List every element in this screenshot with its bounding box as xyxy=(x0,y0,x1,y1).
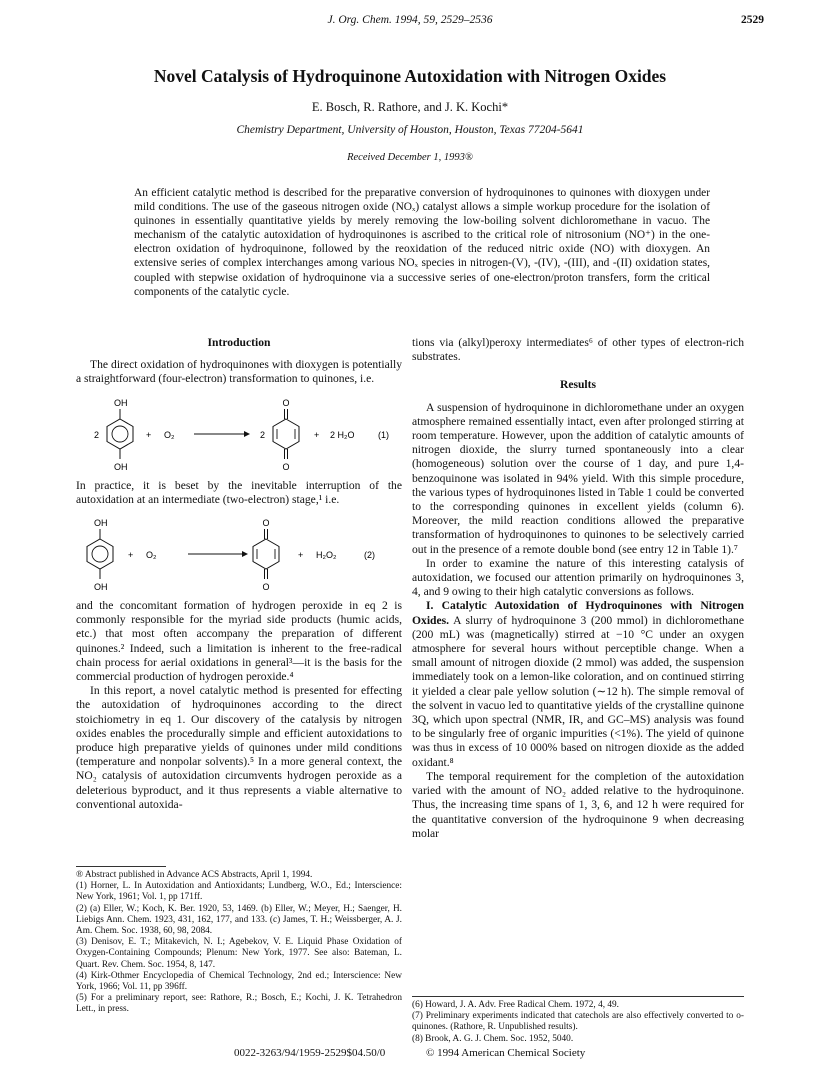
hydroquinone-structure xyxy=(107,398,133,472)
results-paragraph-2: In order to examine the nature of this interesting catalysis of autoxidation, we focused our attention primarily on hydroquinones 3, 4, and 9 owing to their high catalytic conversions as follows. xyxy=(412,556,744,599)
results-paragraph-4: The temporal requirement for the completion of the autoxidation varied with the amount of NO₂ added relative to the hydroquinone. Thus, the increasing time spans of 1, 3, 6, and 12 h were required for the quantitative conversion of the hydroquinone 9 when decreasing molar xyxy=(412,769,744,840)
authors: E. Bosch, R. Rathore, and J. K. Kochi* xyxy=(311,100,509,114)
svg-text:O: O xyxy=(262,518,270,529)
right-footnotes xyxy=(412,996,744,1045)
footnote-6: (6) Howard, J. A. Adv. Free Radical Chem. 1972, 4, 49. xyxy=(412,1000,619,1010)
intro-paragraph-1: The direct oxidation of hydroquinones with dioxygen is potentially a straightforward (four-electron) transformation to quinones, i.e. xyxy=(76,358,402,386)
article-title: Novel Catalysis of Hydroquinone Autoxidation with Nitrogen Oxides xyxy=(153,66,667,86)
footnote-3: (3) Denisov, E. T.; Mitakevich, N. I.; Agebekov, V. E. Liquid Phase Oxidation of Oxygen-Containing Compounds; Plenum: New York, 1977. See also: Bateman, L. Quart. Rev. Chem. Soc. 1954, 8, 147. xyxy=(76,937,402,970)
equation-1 xyxy=(76,393,402,475)
intro-paragraph-4: In this report, a novel catalytic method is presented for effecting the autoxidation of hydroquinones according to the direct stoichiometry in eq 1. Our discovery of the catalysis by nitrogen oxides enables the procedurally simple and efficient autoxidations to produce high preparative yields of quinones under mild conditions (temperature and nonpolar solvents).⁵ In a more general context, the NO₂ catalysis of autoxidation circumvents hydrogen peroxide as a deleterious byproduct, and it thus represents a viable alternative to conventional autoxida- xyxy=(76,684,402,811)
eq2-oxygen: O₂ xyxy=(146,550,157,561)
received-date: Received December 1, 1993® xyxy=(347,152,473,163)
running-head: J. Org. Chem. 1994, 59, 2529–2536 xyxy=(327,14,493,26)
footnote-8: (8) Brook, A. G. J. Chem. Soc. 1952, 5040. xyxy=(412,1033,574,1044)
eq2-plus-2: + xyxy=(298,550,304,561)
eq2-number: (2) xyxy=(364,550,375,561)
svg-text:OH: OH xyxy=(94,582,108,593)
results-heading: Results xyxy=(559,378,597,392)
footnote-4: (4) Kirk-Othmer Encyclopedia of Chemical Technology, 2nd ed.; Interscience: New York, 1966; Vol. 11, pp 396ff. xyxy=(76,970,402,993)
equation-2-scheme xyxy=(76,513,402,595)
eq1-coef-1: 2 xyxy=(94,429,100,440)
footnote-rule xyxy=(412,996,744,997)
left-footnotes xyxy=(76,866,402,1016)
eq1-water: 2 H₂O xyxy=(330,429,355,440)
eq2-plus-1: + xyxy=(128,550,134,561)
svg-text:OH: OH xyxy=(94,518,108,529)
section-1-heading: I. Catalytic Autoxidation of Hydroquinones with Nitrogen Oxides. xyxy=(412,599,744,627)
eq1-plus-2: + xyxy=(314,429,320,440)
introduction-heading: Introduction xyxy=(207,336,271,349)
intro-paragraph-3: and the concomitant formation of hydrogen peroxide in eq 2 is commonly responsible for the myriad side products (humic acids, etc.) that most often accompany the preparation of different quinones.² Indeed, such a limitation is inherent to the free-radical chain process for aerial oxidations in general³—it is the basis for the commercial production of hydrogen peroxide.⁴ xyxy=(76,599,402,684)
page-number: 2529 xyxy=(741,14,764,26)
equation-2 xyxy=(76,513,402,595)
quinone-structure xyxy=(273,398,299,472)
eq1-coef-2: 2 xyxy=(260,429,266,440)
section-1-text: A slurry of hydroquinone 3 (200 mmol) in dichloromethane (200 mL) was (magnetically) stirred at −10 °C under an oxygen atmosphere for several hours without perceptible change. When a small amount of nitrogen dioxide (2 mmol) was added, the suspension immediately took on a lemon-like coloration, and on continued stirring it yielded a clear pale yellow solution (∼12 h). The simple removal of the solvent in vacuo led to quantitative yields of the crystalline quinone 3Q, which upon spectral (NMR, IR, and GC–MS) analysis was found to be singularly free of organic impurities (<1%). The yield of quinone was thus in excess of 10 000% based on nitrogen dioxide as the added oxidant.⁸ xyxy=(412,613,744,769)
footnote-rule xyxy=(76,866,166,867)
equation-1-scheme xyxy=(76,393,402,475)
results-paragraph-1: A suspension of hydroquinone in dichloromethane under an oxygen atmosphere remained essentially intact, even after prolonged stirring at room temperature. However, upon the addition of catalytic amounts of nitrogen dioxide, the slurry turned spontaneously into a clear (homogeneous) solution over the course of 1 day, and pure 1,4-benzoquinone was isolated in 94% yield. With this simple procedure, the various types of hydroquinones listed in Table 1 could be converted to the corresponding quinones in excellent yields (column 6). Moreover, the mild reaction conditions allowed the preparative transformation of hydroquinones to quinones to be selectively carried out in the presence of a remote double bond (see entry 12 in Table 1).⁷ xyxy=(412,400,744,556)
left-column xyxy=(76,336,402,812)
right-continued-text: tions via (alkyl)peroxy intermediates⁶ of other types of electron-rich substrates. xyxy=(412,336,744,364)
copyright-notice: © 1994 American Chemical Society xyxy=(426,1047,586,1059)
intro-paragraph-2: In practice, it is beset by the inevitable interruption of the autoxidation at an intermediate (two-electron) stage,¹ i.e. xyxy=(76,478,402,506)
right-column xyxy=(412,336,744,841)
footnote-5: (5) For a preliminary report, see: Rathore, R.; Bosch, E.; Kochi, J. K. Tetrahedron Lett., in press. xyxy=(76,993,402,1015)
abstract: An efficient catalytic method is described for the preparative conversion of hydroquinones to quinones with dioxygen under mild conditions. The use of the gaseous nitrogen oxide (NOₓ) catalyst allows a simple workup procedure for the isolation of quinones in essentially quantitative yields by merely removing the low-boiling solvent dichloromethane in vacuo. The mechanism of the catalytic autoxidation of hydroquinones is ascribed to the critical role of nitrosonium (NO⁺) in the one-electron oxidation of hydroquinone, followed by the reoxidation of the reduced nitric oxide (NO) with dioxygen. An extensive series of complex interchanges among various NOₓ species in nitrogen-(V), -(IV), -(III), and -(II) oxidation states, coupled with stepwise oxidation of hydroquinone via a successive series of one-electron/proton transfers, form the critical components of the catalytic cycle. xyxy=(134,187,710,298)
svg-text:O: O xyxy=(282,397,290,408)
footnote-2: (2) (a) Eller, W.; Koch, K. Ber. 1920, 53, 1469. (b) Eller, W.; Meyer, H.; Saenger, H. Liebigs Ann. Chem. 1923, 431, 162, 177, and 133. (c) James, T. H.; Weissberger, A. J. Am. Chem. Soc. 1938, 60, 98, 2084. xyxy=(76,903,402,937)
svg-text:OH: OH xyxy=(114,461,128,472)
svg-text:O: O xyxy=(282,461,290,472)
hydroquinone-structure xyxy=(87,518,113,592)
svg-text:O: O xyxy=(262,582,270,593)
footnote-7: (7) Preliminary experiments indicated that catechols are also effectively converted to o-quinones. (Rathore, R. Unpublished results). xyxy=(412,1011,744,1033)
svg-text:OH: OH xyxy=(114,397,128,408)
journal-code: 0022-3263/94/1959-2529$04.50/0 xyxy=(234,1047,386,1059)
quinone-structure xyxy=(253,518,279,592)
eq2-peroxide: H₂O₂ xyxy=(316,550,337,561)
eq1-oxygen: O₂ xyxy=(164,429,175,440)
eq1-plus-1: + xyxy=(146,429,152,440)
footnote-1: (1) Horner, L. In Autoxidation and Antioxidants; Lundberg, W.O., Ed.; Interscience: New York, 1961; Vol. 1, pp 171ff. xyxy=(76,881,402,903)
footnote-abstract: ® Abstract published in Advance ACS Abstracts, April 1, 1994. xyxy=(76,870,313,880)
results-paragraph-3 xyxy=(412,599,744,769)
affiliation: Chemistry Department, University of Houston, Houston, Texas 77204-5641 xyxy=(236,124,584,136)
eq1-number: (1) xyxy=(378,429,389,440)
